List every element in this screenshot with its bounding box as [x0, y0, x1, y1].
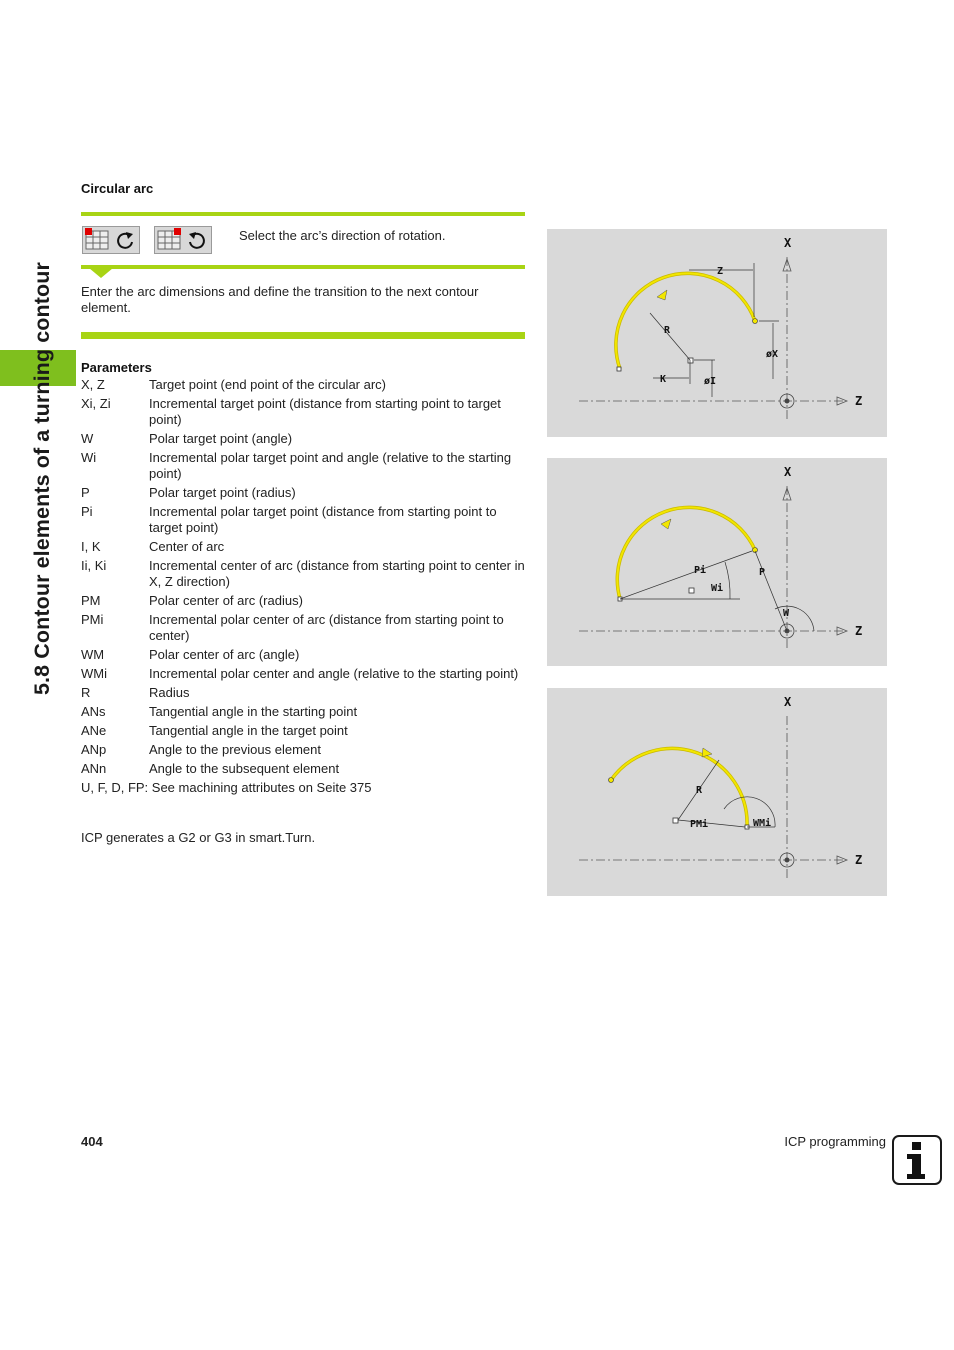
start-point-icon: [609, 778, 614, 783]
parameter-key: ANe: [81, 723, 107, 738]
info-i-glyph: [894, 1137, 940, 1183]
x-axis-label: X: [784, 465, 792, 479]
section-heading: Circular arc: [81, 181, 154, 196]
parameter-desc: Center of arc: [149, 539, 225, 554]
parameter-row: [81, 593, 526, 609]
parameter-desc: Incremental target point (distance from starting point to target point): [149, 396, 501, 427]
parameter-row: [81, 539, 526, 555]
wmi-label: WMi: [753, 818, 772, 829]
page-number: 404: [81, 1134, 103, 1149]
enter-instruction: Enter the arc dimensions and define the transition to the next contour element.: [81, 284, 479, 315]
center-point-icon: [673, 818, 678, 823]
origin-dot-icon: [785, 858, 790, 863]
info-icon: [892, 1135, 942, 1185]
parameter-desc: Polar target point (radius): [149, 485, 296, 500]
side-chapter-title: [22, 180, 64, 700]
w-label: W: [783, 608, 790, 619]
parameter-key: ANn: [81, 761, 107, 776]
radius-line: [650, 313, 690, 360]
arc-counterclockwise-icon: [155, 227, 211, 253]
parameter-row: [81, 450, 526, 482]
parameter-key: WM: [81, 647, 105, 662]
wi-label: Wi: [711, 583, 724, 594]
p-line: [755, 551, 787, 631]
parameter-row: [81, 704, 526, 720]
figure-polar-center: [547, 688, 887, 896]
parameter-key: Pi: [81, 504, 93, 519]
start-point-icon: [617, 367, 621, 371]
pi-label: Pi: [694, 565, 707, 576]
arc-direction-arrow-icon: [661, 519, 671, 529]
parameters-heading: Parameters: [81, 360, 152, 375]
parameter-desc: Target point (end point of the circular arc): [149, 377, 387, 392]
parameter-desc: Polar center of arc (radius): [149, 593, 303, 608]
parameter-row: [81, 431, 526, 447]
arc-clockwise-icon: [83, 227, 139, 253]
parameter-desc: Polar target point (angle): [149, 431, 293, 446]
parameter-key: I, K: [81, 539, 101, 554]
parameter-key: W: [81, 431, 94, 446]
parameter-row: [81, 558, 526, 590]
figure-polar-target: [547, 458, 887, 666]
arc-counterclockwise-button[interactable]: [154, 226, 212, 254]
parameter-row: [81, 485, 526, 501]
z-axis-label: Z: [855, 394, 863, 408]
parameter-desc: Angle to the previous element: [149, 742, 321, 757]
figure-target-point: [547, 229, 887, 437]
parameter-row: [81, 396, 526, 428]
parameter-desc: Radius: [149, 685, 190, 700]
parameter-desc: Angle to the subsequent element: [149, 761, 340, 776]
side-chapter-title-text: 5.8 Contour elements of a turning contour: [30, 262, 54, 695]
footer-chapter-title: ICP programming: [784, 1134, 886, 1149]
bottom-divider-bar: [81, 332, 525, 339]
parameter-desc: Tangential angle in the target point: [149, 723, 348, 738]
parameter-key: R: [81, 685, 91, 700]
pmi-label: PMi: [690, 819, 709, 830]
pointer-triangle-icon: [86, 268, 116, 279]
parameter-desc: Tangential angle in the starting point: [149, 704, 358, 719]
radius-label: R: [696, 785, 703, 796]
pi-line: [620, 551, 752, 599]
radius-label: R: [664, 325, 671, 336]
parameter-row: [81, 647, 526, 663]
arc-clockwise-button[interactable]: [82, 226, 140, 254]
parameter-desc: Polar center of arc (angle): [149, 647, 300, 662]
parameter-row: [81, 723, 526, 739]
parameter-desc: Incremental polar center of arc (distance from starting point to center): [149, 612, 504, 643]
x-dim-label: øX: [766, 349, 779, 360]
middle-divider-bar: [81, 265, 525, 269]
parameter-key: Xi, Zi: [81, 396, 111, 411]
center-point-icon: [689, 588, 694, 593]
parameter-key: X, Z: [81, 377, 105, 392]
parameter-row: [81, 666, 526, 682]
parameter-row: [81, 504, 526, 536]
parameter-key: ANs: [81, 704, 106, 719]
parameter-desc: Incremental center of arc (distance from starting point to center in X, Z direction): [149, 558, 525, 589]
parameter-row: [81, 685, 526, 701]
arc-path: [611, 749, 747, 827]
parameters-list: [81, 377, 526, 796]
parameter-key: PMi: [81, 612, 104, 627]
parameter-row: [81, 742, 526, 758]
parameter-key: P: [81, 485, 90, 500]
arc-outline: [617, 507, 755, 599]
end-point-icon: [753, 319, 758, 324]
pmi-line: [678, 820, 745, 827]
parameter-desc: Incremental polar center and angle (relative to the starting point): [149, 666, 519, 681]
k-label: K: [660, 374, 667, 385]
top-divider-bar: [81, 212, 525, 216]
p-label: P: [759, 567, 766, 578]
arc-direction-arrow-icon: [702, 748, 712, 757]
parameter-key: PM: [81, 593, 101, 608]
z-axis-label: Z: [855, 853, 863, 867]
parameter-row: [81, 612, 526, 644]
origin-dot-icon: [785, 399, 790, 404]
x-axis-label: X: [784, 236, 792, 250]
parameter-desc: Incremental polar target point and angle (relative to the starting point): [149, 450, 512, 481]
z-axis-label: Z: [855, 624, 863, 638]
parameter-key: WMi: [81, 666, 107, 681]
wi-arc: [725, 562, 730, 599]
machining-note: U, F, D, FP: See machining attributes on Seite 375: [81, 780, 372, 795]
x-axis-label: X: [784, 695, 792, 709]
parameter-key: Wi: [81, 450, 97, 465]
arc-direction-arrow-icon: [657, 290, 667, 300]
z-dim-label: Z: [717, 266, 724, 277]
i-label: øI: [704, 376, 717, 387]
icp-note: ICP generates a G2 or G3 in smart.Turn.: [81, 830, 316, 845]
parameter-desc: Incremental polar target point (distance from starting point to target point): [149, 504, 497, 535]
parameter-row: [81, 761, 526, 777]
parameter-row: [81, 377, 526, 393]
parameter-key: Ii, Ki: [81, 558, 107, 573]
select-instruction: Select the arc’s direction of rotation.: [239, 228, 446, 243]
parameter-key: ANp: [81, 742, 107, 757]
